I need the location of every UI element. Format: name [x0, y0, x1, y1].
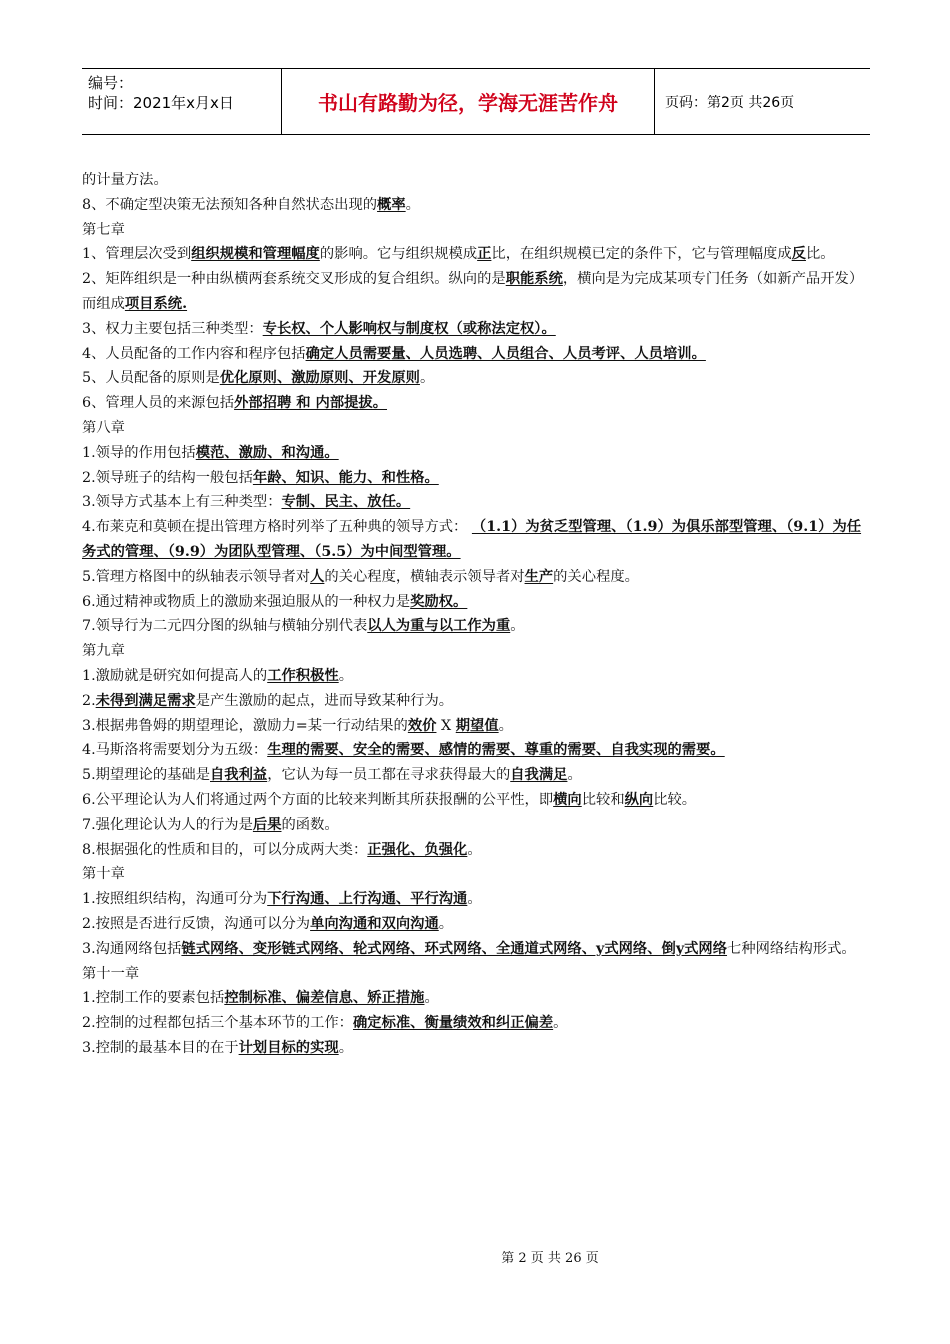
text-line — [82, 689, 872, 714]
text-segment: 2.控制的过程都包括三个基本环节的工作： — [82, 1015, 353, 1032]
document-body — [82, 168, 872, 1061]
answer-text: 链式网络、变形链式网络、轮式网络、环式网络、全通道式网络、y式网络、倒y式网络 — [181, 940, 728, 957]
text-line — [82, 317, 872, 342]
text-segment: 4.布莱克和莫顿在提出管理方格时列举了五种典的领导方式： — [82, 519, 472, 536]
answer-text: 模范、激励、和沟通。 — [195, 444, 339, 461]
text-line — [82, 366, 872, 391]
text-line — [82, 416, 872, 441]
text-line — [82, 887, 872, 912]
text-segment: 。 — [338, 667, 353, 684]
answer-text: 自我利益 — [210, 767, 268, 784]
answer-text: 项目系统. — [124, 295, 188, 312]
text-segment: 3.根据弗鲁姆的期望理论，激励力=某一行动结果的 — [82, 717, 408, 734]
text-line — [82, 565, 872, 590]
text-segment: 2.按照是否进行反馈，沟通可以分为 — [82, 915, 311, 932]
text-segment: 的关心程度。 — [553, 568, 639, 585]
text-line — [82, 763, 872, 788]
answer-text: 外部招聘 和 内部提拔。 — [234, 395, 388, 412]
text-segment: 8、不确定型决策无法预知各种自然状态出现的 — [82, 196, 378, 213]
text-segment: 。 — [467, 891, 482, 908]
text-segment: 。 — [424, 990, 439, 1007]
header-motto: 书山有路勤为径，学海无涯苦作舟 — [282, 69, 655, 134]
text-segment: 2. — [82, 692, 96, 709]
answer-text: 以人为重与以工作为重 — [367, 618, 511, 635]
text-line — [82, 242, 872, 267]
text-segment: ，横向是为完成某项专门任务（如新产品开发）而组成 — [82, 271, 864, 312]
answer-text: 工作积极性 — [267, 667, 339, 684]
text-line — [82, 788, 872, 813]
text-segment: 5、人员配备的原则是 — [82, 370, 220, 387]
text-line — [82, 714, 872, 739]
answer-text: 生产 — [524, 568, 554, 585]
text-segment: 3.领导方式基本上有三种类型： — [82, 494, 282, 511]
header-page-label: 页码：第2页 共26页 — [665, 94, 795, 111]
answer-text: 反 — [791, 246, 806, 263]
answer-text: （1.1）为贫乏型管理、（1.9）为俱乐部型管理、（9.1）为任务式的管理、（9.9）为团队型管理、（5.5）为中间型管理。 — [82, 519, 862, 560]
text-segment: 。 — [553, 1015, 568, 1032]
text-segment: 的影响。它与组织规模成 — [319, 246, 478, 263]
answer-text: 控制标准、偏差信息、矫正措施 — [224, 990, 425, 1007]
text-line — [82, 664, 872, 689]
answer-text: 下行沟通、上行沟通、平行沟通 — [267, 891, 468, 908]
text-line — [82, 862, 872, 887]
text-line — [82, 515, 872, 565]
text-segment: 2、矩阵组织是一种由纵横两套系统交叉形成的复合组织。纵向的是 — [82, 271, 506, 288]
answer-text: 正 — [477, 246, 492, 263]
text-segment: 第十章 — [82, 866, 125, 883]
text-line — [82, 466, 872, 491]
text-segment: 7.强化理论认为人的行为是 — [82, 816, 253, 833]
page-header — [82, 68, 870, 135]
text-segment: 6.公平理论认为人们将通过两个方面的比较来判断其所获报酬的公平性，即 — [82, 791, 554, 808]
text-segment: ，它认为每一员工都在寻求获得最大的 — [267, 767, 511, 784]
answer-text: 单向沟通和双向沟通 — [310, 915, 439, 932]
text-line — [82, 441, 872, 466]
text-segment: 6、管理人员的来源包括 — [82, 395, 235, 412]
text-segment: 第十一章 — [82, 965, 140, 982]
answer-text: 奖励权。 — [410, 593, 468, 610]
answer-text: 生理的需要、安全的需要、感情的需要、尊重的需要、自我实现的需要。 — [267, 742, 725, 759]
text-segment: X — [436, 717, 456, 734]
answer-text: 期望值 — [455, 717, 499, 734]
answer-text: 专制、民主、放任。 — [281, 494, 411, 511]
text-segment: 3.沟通网络包括 — [82, 940, 182, 957]
text-segment: 1.控制工作的要素包括 — [82, 990, 225, 1007]
text-segment: 5.管理方格图中的纵轴表示领导者对 — [82, 568, 311, 585]
text-segment: 2.领导班子的结构一般包括 — [82, 469, 253, 486]
text-segment: 。 — [567, 767, 582, 784]
text-segment: 。 — [405, 196, 420, 213]
text-segment: 8.根据强化的性质和目的，可以分成两大类： — [82, 841, 368, 858]
text-segment: 1.按照组织结构，沟通可分为 — [82, 891, 268, 908]
text-line — [82, 590, 872, 615]
answer-text: 后果 — [252, 816, 282, 833]
text-line — [82, 342, 872, 367]
answer-text: 效价 — [407, 717, 437, 734]
text-line — [82, 267, 872, 317]
answer-text: 确定人员需要量、人员选聘、人员组合、人员考评、人员培训。 — [305, 345, 706, 362]
text-segment: 5.期望理论的基础是 — [82, 767, 211, 784]
text-line — [82, 838, 872, 863]
answer-text: 确定标准、衡量绩效和纠正偏差 — [352, 1015, 554, 1032]
text-segment: 4、人员配备的工作内容和程序包括 — [82, 345, 306, 362]
answer-text: 优化原则、激励原则、开发原则 — [219, 370, 420, 387]
text-line — [82, 614, 872, 639]
answer-text: 专长权、个人影响权与制度权（或称法定权）。 — [262, 320, 556, 337]
text-segment: 。 — [438, 915, 454, 932]
text-line — [82, 1011, 872, 1036]
document-date-label: 时间：2021年x月x日 — [88, 94, 234, 112]
text-segment: 第八章 — [82, 419, 125, 436]
text-segment: 。 — [498, 717, 513, 734]
text-segment: 。 — [467, 841, 482, 858]
answer-text: 职能系统 — [505, 271, 563, 288]
text-segment: 1、管理层次受到 — [82, 246, 192, 263]
page-footer: 第 2 页 共 26 页 — [501, 1251, 599, 1266]
text-segment: 7.领导行为二元四分图的纵轴与横轴分别代表 — [82, 618, 368, 635]
text-segment: 第九章 — [82, 643, 125, 660]
text-segment: 第七章 — [82, 221, 125, 238]
text-line — [82, 193, 872, 218]
text-segment: 七种网络结构形式。 — [727, 940, 856, 957]
answer-text: 自我满足 — [510, 767, 568, 784]
text-segment: 。 — [338, 1039, 353, 1056]
answer-text: 组织规模和管理幅度 — [191, 246, 320, 263]
text-line — [82, 1036, 872, 1061]
text-segment: 的关心程度，横轴表示领导者对 — [324, 568, 525, 585]
text-segment: 。 — [419, 370, 435, 387]
text-line — [82, 937, 872, 962]
answer-text: 纵向 — [624, 791, 654, 808]
answer-text: 人 — [310, 568, 325, 585]
answer-text: 正强化、负强化 — [367, 841, 468, 858]
answer-text: 未得到满足需求 — [95, 692, 196, 709]
text-line — [82, 962, 872, 987]
text-line — [82, 391, 872, 416]
text-segment: 3.控制的最基本目的在于 — [82, 1039, 239, 1056]
text-segment: 比较。 — [653, 791, 697, 808]
text-segment: 比。 — [805, 246, 835, 263]
text-segment: 4.马斯洛将需要划分为五级： — [82, 742, 268, 759]
header-left-cell — [82, 69, 282, 134]
text-segment: 比，在组织规模已定的条件下，它与管理幅度成 — [491, 246, 792, 263]
answer-text: 年龄、知识、能力、和性格。 — [252, 469, 439, 486]
text-segment: 。 — [510, 618, 525, 635]
text-segment: 的函数。 — [281, 816, 339, 833]
text-segment: 6.通过精神或物质上的激励来强迫服从的一种权力是 — [82, 593, 411, 610]
text-line — [82, 912, 872, 937]
text-segment: 的计量方法。 — [82, 172, 168, 188]
text-line — [82, 168, 872, 193]
text-line — [82, 813, 872, 838]
text-line — [82, 490, 872, 515]
answer-text: 计划目标的实现 — [238, 1039, 339, 1056]
text-segment: 3、权力主要包括三种类型： — [82, 320, 263, 337]
text-line — [82, 738, 872, 763]
text-line — [82, 218, 872, 243]
text-segment: 比较和 — [581, 791, 625, 808]
answer-text: 概率 — [377, 196, 406, 213]
text-line — [82, 986, 872, 1011]
answer-text: 横向 — [553, 791, 582, 808]
text-segment: 1.激励就是研究如何提高人的 — [82, 667, 268, 684]
text-segment: 1.领导的作用包括 — [82, 444, 196, 461]
text-segment: 是产生激励的起点，进而导致某种行为。 — [195, 692, 454, 709]
text-line — [82, 639, 872, 664]
document-number-label: 编号： — [88, 74, 134, 92]
